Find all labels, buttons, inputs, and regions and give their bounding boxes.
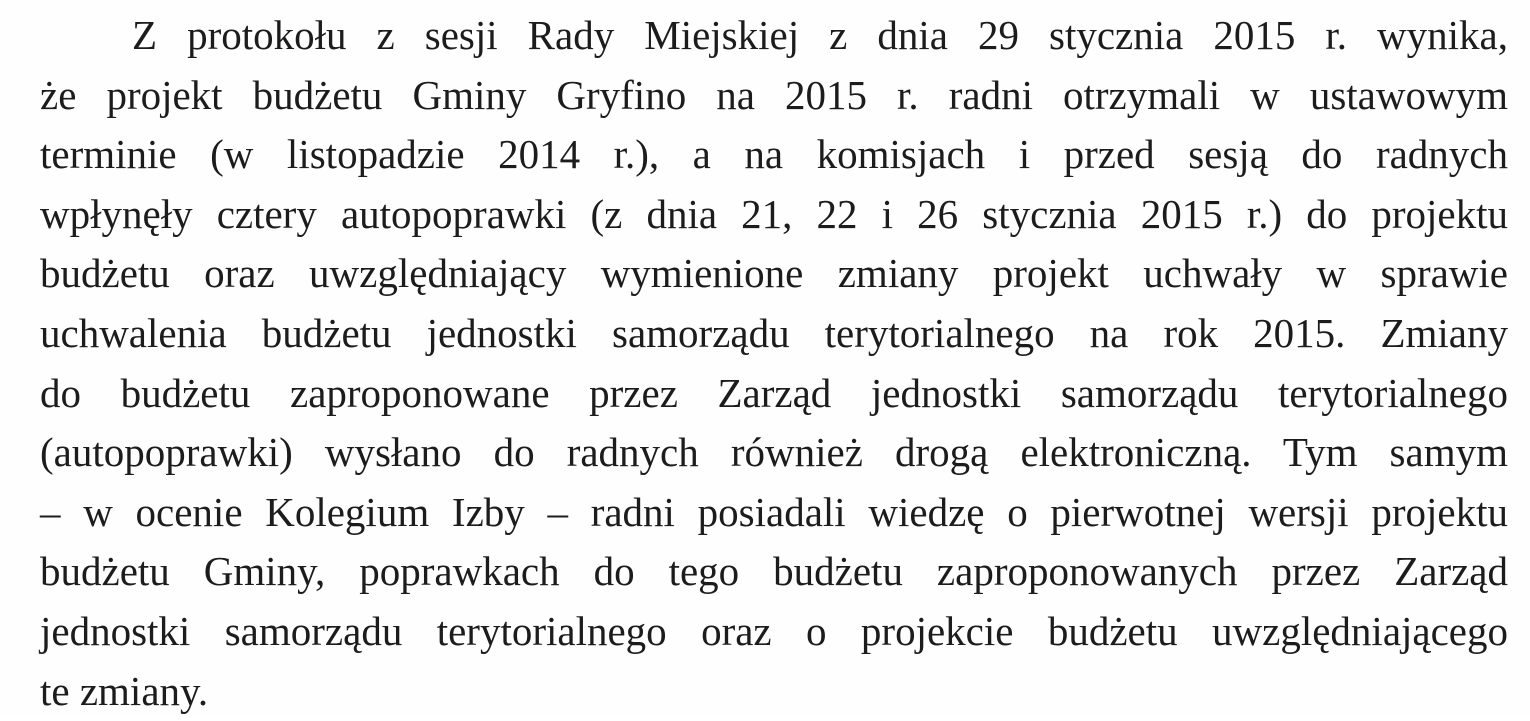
text-line: Z protokołu z sesji Rady Miejskiej z dnia 29 stycznia 2015 r. wynika, — [132, 12, 1508, 58]
text-line: uchwalenia budżetu jednostki samorządu terytorialnego na rok 2015. Zmiany — [40, 309, 1508, 356]
text-line: że projekt budżetu Gminy Gryfino na 2015 r. radni otrzymali w ustawowym — [40, 71, 1508, 118]
text-line: (autopoprawki) wysłano do radnych również drogą elektroniczną. Tym samym — [40, 429, 1508, 476]
body-paragraph — [40, 6, 1508, 721]
text-line: te zmiany. — [40, 667, 209, 714]
text-line: terminie (w listopadzie 2014 r.), a na komisjach i przed sesją do radnych — [40, 131, 1508, 178]
text-line: do budżetu zaproponowane przez Zarząd jednostki samorządu terytorialnego — [40, 369, 1508, 416]
text-line: budżetu Gminy, poprawkach do tego budżetu zaproponowanych przez Zarząd — [40, 548, 1508, 595]
text-line: jednostki samorządu terytorialnego oraz o projekcie budżetu uwzględniającego — [40, 607, 1508, 654]
text-line: – w ocenie Kolegium Izby – radni posiadali wiedzę o pierwotnej wersji projektu — [40, 488, 1508, 535]
text-line: budżetu oraz uwzględniający wymienione zmiany projekt uchwały w sprawie — [40, 250, 1508, 297]
text-line: wpłynęły cztery autopoprawki (z dnia 21, 22 i 26 stycznia 2015 r.) do projektu — [40, 190, 1508, 237]
